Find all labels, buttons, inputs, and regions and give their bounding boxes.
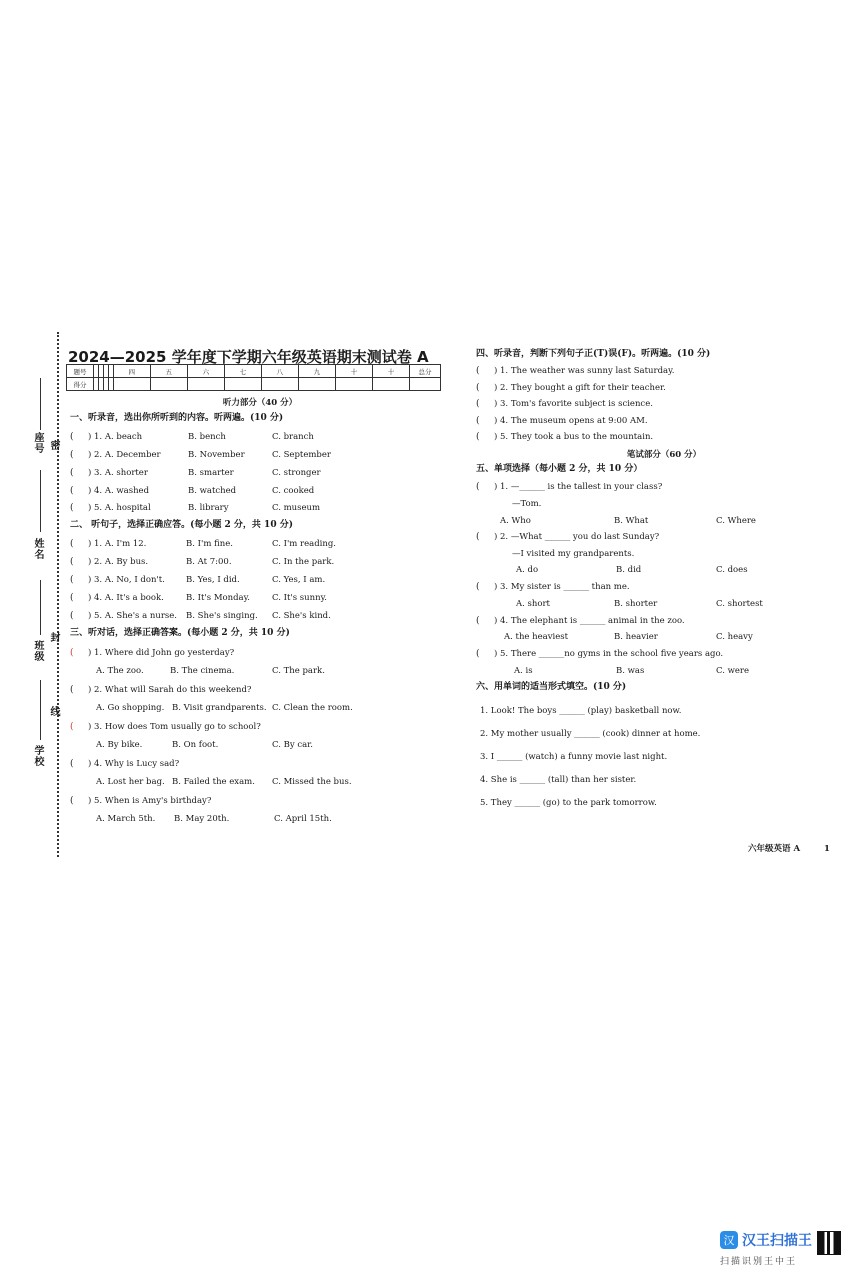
question-option-a: A. is xyxy=(514,666,533,676)
label-feng: 封 xyxy=(48,632,59,643)
binding-dotted-line xyxy=(57,332,59,857)
statement-text: ) 3. Tom's favorite subject is science. xyxy=(494,399,653,409)
question-option-a: A. Lost her bag. xyxy=(96,777,165,787)
fill-blank-item[interactable]: 1. Look! The boys ______ (play) basketball now. xyxy=(480,706,682,716)
scanner-logo-icon: 汉 xyxy=(720,1231,738,1249)
question-option-c: C. The park. xyxy=(272,666,325,676)
answer-paren[interactable]: ( xyxy=(70,503,74,513)
question-option-b: B. library xyxy=(188,503,229,513)
question-option-c: C. It's sunny. xyxy=(272,593,327,603)
question-option-a: ) 5. A. hospital xyxy=(88,503,151,513)
seat-number-line xyxy=(40,378,41,430)
score-input-cell[interactable] xyxy=(224,378,261,391)
question-option-b: B. did xyxy=(616,565,642,575)
question-option-b: B. Visit grandparents. xyxy=(172,703,267,713)
question-option-c: C. In the park. xyxy=(272,557,335,567)
question-option-c: C. April 15th. xyxy=(274,814,332,824)
question-text: ) 2. —What ______ you do last Sunday? xyxy=(494,532,660,542)
question-reply: —Tom. xyxy=(512,499,542,509)
question-option-c: C. shortest xyxy=(716,599,763,609)
answer-paren[interactable]: ( xyxy=(476,416,480,426)
question-option-b: B. May 20th. xyxy=(174,814,230,824)
statement-text: ) 5. They took a bus to the mountain. xyxy=(494,432,654,442)
question-option-c: C. Missed the bus. xyxy=(272,777,352,787)
question-option-a: A. Who xyxy=(500,516,531,526)
score-table xyxy=(66,364,441,391)
question-option-b: B. On foot. xyxy=(172,740,219,750)
scanner-slogan: 扫描识别王中王 xyxy=(720,1257,798,1267)
name-line xyxy=(40,470,41,532)
question-option-c: C. cooked xyxy=(272,486,315,496)
question-option-b: B. It's Monday. xyxy=(186,593,251,603)
score-table-total: 总分 xyxy=(410,365,441,378)
question-option-b: B. watched xyxy=(188,486,237,496)
question-option-b: B. I'm fine. xyxy=(186,539,233,549)
section-6-heading: 六、用单词的适当形式填空。(10 分) xyxy=(476,682,627,692)
question-option-a: ) 4. A. It's a book. xyxy=(88,593,164,603)
fill-blank-item[interactable]: 5. They ______ (go) to the park tomorrow. xyxy=(480,798,657,808)
score-input-cell[interactable] xyxy=(150,378,187,391)
answer-paren[interactable]: ( xyxy=(476,582,480,592)
answer-paren[interactable]: ( xyxy=(70,685,74,695)
scanner-app-name: 汉王扫描王 xyxy=(742,1233,812,1249)
answer-paren[interactable]: ( xyxy=(476,383,480,393)
answer-paren[interactable]: ( xyxy=(476,649,480,659)
section-5-heading: 五、单项选择（每小题 2 分，共 10 分） xyxy=(476,464,643,474)
answer-paren[interactable]: ( xyxy=(70,648,74,658)
section-4-heading: 四、听录音，判断下列句子正(T)误(F)。听两遍。(10 分) xyxy=(476,349,711,359)
question-option-c: C. Yes, I am. xyxy=(272,575,326,585)
question-option-b: B. Failed the exam. xyxy=(172,777,255,787)
question-option-a: ) 2. A. December xyxy=(88,450,161,460)
score-table-label: 题号 xyxy=(67,365,94,378)
answer-paren[interactable]: ( xyxy=(70,796,74,806)
section-2-heading: 二、 听句子，选择正确应答。(每小题 2 分，共 10 分) xyxy=(70,520,293,530)
question-option-b: B. She's singing. xyxy=(186,611,258,621)
class-line xyxy=(40,580,41,635)
fill-blank-item[interactable]: 3. I ______ (watch) a funny movie last night. xyxy=(480,752,668,762)
question-option-b: B. bench xyxy=(188,432,226,442)
answer-paren[interactable]: ( xyxy=(70,575,74,585)
score-input-cell[interactable] xyxy=(187,378,224,391)
label-school: 学校 xyxy=(32,745,43,767)
question-option-c: C. were xyxy=(716,666,750,676)
answer-paren[interactable]: ( xyxy=(476,366,480,376)
score-input-cell[interactable] xyxy=(113,378,150,391)
question-option-a: A. short xyxy=(516,599,550,609)
answer-paren[interactable]: ( xyxy=(70,557,74,567)
question-option-a: ) 2. A. By bus. xyxy=(88,557,149,567)
score-input-cell[interactable] xyxy=(335,378,372,391)
question-option-c: C. does xyxy=(716,565,748,575)
question-reply: —I visited my grandparents. xyxy=(512,549,635,559)
question-text: ) 5. When is Amy's birthday? xyxy=(88,796,212,806)
answer-paren[interactable]: ( xyxy=(70,432,74,442)
answer-paren[interactable]: ( xyxy=(70,611,74,621)
question-text: ) 1. Where did John go yesterday? xyxy=(88,648,235,658)
label-mi: 密 xyxy=(48,440,59,451)
question-option-b: B. At 7:00. xyxy=(186,557,232,567)
answer-paren[interactable]: ( xyxy=(476,399,480,409)
score-table-score-row xyxy=(67,378,441,391)
question-option-c: C. Where xyxy=(716,516,756,526)
question-text: ) 4. The elephant is ______ animal in the zoo. xyxy=(494,616,685,626)
score-cell: 四 xyxy=(113,365,150,378)
score-input-cell[interactable] xyxy=(261,378,298,391)
answer-paren[interactable]: ( xyxy=(70,722,74,732)
answer-paren[interactable]: ( xyxy=(476,532,480,542)
answer-paren[interactable]: ( xyxy=(70,593,74,603)
question-option-c: C. heavy xyxy=(716,632,753,642)
label-name: 姓名 xyxy=(32,538,43,560)
score-input-cell[interactable] xyxy=(410,378,441,391)
section-1-heading: 一、听录音，选出你所听到的内容。听两遍。(10 分) xyxy=(70,413,284,423)
score-input-cell[interactable] xyxy=(372,378,409,391)
score-cell: 九 xyxy=(298,365,335,378)
question-option-a: A. the heaviest xyxy=(504,632,569,642)
answer-paren[interactable]: ( xyxy=(70,450,74,460)
qr-code-icon xyxy=(818,1232,840,1254)
question-option-a: ) 3. A. No, I don't. xyxy=(88,575,165,585)
question-option-a: A. do xyxy=(516,565,539,575)
question-text: ) 4. Why is Lucy sad? xyxy=(88,759,180,769)
question-option-c: C. She's kind. xyxy=(272,611,331,621)
question-option-a: A. By bike. xyxy=(96,740,143,750)
footer-label: 六年级英语 A xyxy=(748,844,801,854)
answer-paren[interactable]: ( xyxy=(70,468,74,478)
page-number: 1 xyxy=(824,844,830,854)
question-text: ) 3. How does Tom usually go to school? xyxy=(88,722,261,732)
question-option-b: B. heavier xyxy=(614,632,658,642)
fill-blank-item[interactable]: 2. My mother usually ______ (cook) dinner at home. xyxy=(480,729,701,739)
question-text: ) 2. What will Sarah do this weekend? xyxy=(88,685,252,695)
label-seat-number: 座号 xyxy=(32,432,43,454)
question-option-a: ) 1. A. beach xyxy=(88,432,143,442)
question-option-a: A. Go shopping. xyxy=(96,703,165,713)
listening-header: 听力部分（40 分） xyxy=(222,398,298,408)
score-cell: 六 xyxy=(187,365,224,378)
answer-paren[interactable]: ( xyxy=(476,432,480,442)
school-line xyxy=(40,680,41,740)
question-option-a: ) 5. A. She's a nurse. xyxy=(88,611,177,621)
question-text: ) 1. —______ is the tallest in your class? xyxy=(494,482,663,492)
label-xian: 线 xyxy=(48,706,59,717)
question-option-b: B. smarter xyxy=(188,468,234,478)
answer-paren[interactable]: ( xyxy=(70,539,74,549)
question-option-c: C. September xyxy=(272,450,331,460)
score-cell: 八 xyxy=(261,365,298,378)
question-option-b: B. November xyxy=(188,450,245,460)
question-option-a: ) 4. A. washed xyxy=(88,486,150,496)
question-option-c: C. museum xyxy=(272,503,321,513)
question-option-c: C. stronger xyxy=(272,468,321,478)
question-option-b: B. The cinema. xyxy=(170,666,235,676)
statement-text: ) 1. The weather was sunny last Saturday. xyxy=(494,366,675,376)
question-option-c: C. branch xyxy=(272,432,314,442)
question-option-c: C. I'm reading. xyxy=(272,539,336,549)
question-text: ) 5. There ______no gyms in the school five years ago. xyxy=(494,649,724,659)
question-option-c: C. Clean the room. xyxy=(272,703,353,713)
answer-paren[interactable]: ( xyxy=(70,759,74,769)
question-option-b: B. What xyxy=(614,516,649,526)
score-cell: 十 xyxy=(335,365,372,378)
writing-header: 笔试部分（60 分） xyxy=(626,450,702,460)
score-table-label: 得分 xyxy=(67,378,94,391)
question-option-a: A. March 5th. xyxy=(96,814,156,824)
score-cell: 五 xyxy=(150,365,187,378)
question-option-c: C. By car. xyxy=(272,740,314,750)
question-option-a: ) 3. A. shorter xyxy=(88,468,148,478)
answer-paren[interactable]: ( xyxy=(476,616,480,626)
score-input-cell[interactable] xyxy=(298,378,335,391)
question-option-a: ) 1. A. I'm 12. xyxy=(88,539,147,549)
label-class: 班级 xyxy=(32,640,43,662)
section-3-heading: 三、听对话，选择正确答案。(每小题 2 分，共 10 分) xyxy=(70,628,290,638)
statement-text: ) 2. They bought a gift for their teacher. xyxy=(494,383,666,393)
score-cell: 七 xyxy=(224,365,261,378)
question-option-a: A. The zoo. xyxy=(96,666,144,676)
answer-paren[interactable]: ( xyxy=(70,486,74,496)
question-option-b: B. shorter xyxy=(614,599,658,609)
question-option-b: B. was xyxy=(616,666,645,676)
score-cell: 十 xyxy=(372,365,409,378)
answer-paren[interactable]: ( xyxy=(476,482,480,492)
statement-text: ) 4. The museum opens at 9:00 AM. xyxy=(494,416,648,426)
question-text: ) 3. My sister is ______ than me. xyxy=(494,582,630,592)
question-option-b: B. Yes, I did. xyxy=(186,575,240,585)
score-table-header-row xyxy=(67,365,441,378)
fill-blank-item[interactable]: 4. She is ______ (tall) than her sister. xyxy=(480,775,637,785)
exam-title: 2024—2025 学年度下学期六年级英语期末测试卷 A xyxy=(68,348,429,366)
scanner-watermark xyxy=(720,1230,812,1267)
